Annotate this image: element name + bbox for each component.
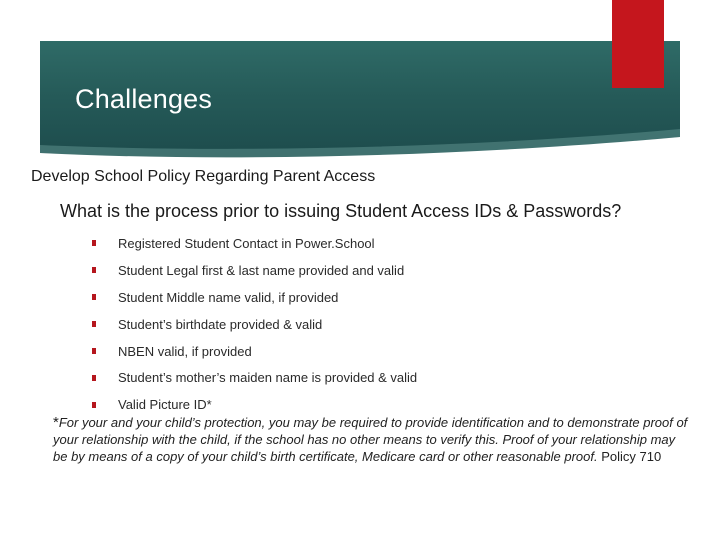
list-item xyxy=(92,311,417,338)
list-item-text: Registered Student Contact in Power.School xyxy=(118,235,375,251)
bullet-icon xyxy=(92,402,96,408)
requirements-list xyxy=(92,230,417,418)
list-item-text: NBEN valid, if provided xyxy=(118,343,252,359)
bullet-icon xyxy=(92,240,96,246)
slide-question: What is the process prior to issuing Student Access IDs & Passwords? xyxy=(60,201,622,221)
list-item-text: Student Middle name valid, if provided xyxy=(118,289,339,305)
bullet-icon xyxy=(92,267,96,273)
list-item xyxy=(92,364,417,391)
list-item xyxy=(92,257,417,284)
list-item xyxy=(92,338,417,365)
list-item-text: Student Legal first & last name provided and valid xyxy=(118,262,405,278)
accent-red-bar xyxy=(612,0,664,88)
list-item xyxy=(92,230,417,257)
footnote xyxy=(53,414,693,465)
footnote-text: For your and your child’s protection, you may be required to provide identification and to demonstrate proof of your relationship with the child, if the school has no other means to verify this. Proof of your relationship may be by means of a copy of your child’s birth certificate, Medicare card or other reasonable proof. xyxy=(53,415,688,464)
bullet-icon xyxy=(92,321,96,327)
list-item-text: Student’s mother’s maiden name is provided & valid xyxy=(118,370,418,386)
slide-subtitle: Develop School Policy Regarding Parent Access xyxy=(31,168,376,185)
bullet-icon xyxy=(92,375,96,381)
bullet-icon xyxy=(92,348,96,354)
footnote-policy: Policy 710 xyxy=(597,449,662,464)
bullet-icon xyxy=(92,294,96,300)
list-item-text: Student’s birthdate provided & valid xyxy=(118,316,323,332)
list-item xyxy=(92,284,417,311)
slide-title: Challenges xyxy=(75,84,213,114)
footnote-asterisk: * xyxy=(53,414,59,431)
list-item-text: Valid Picture ID* xyxy=(118,397,212,413)
